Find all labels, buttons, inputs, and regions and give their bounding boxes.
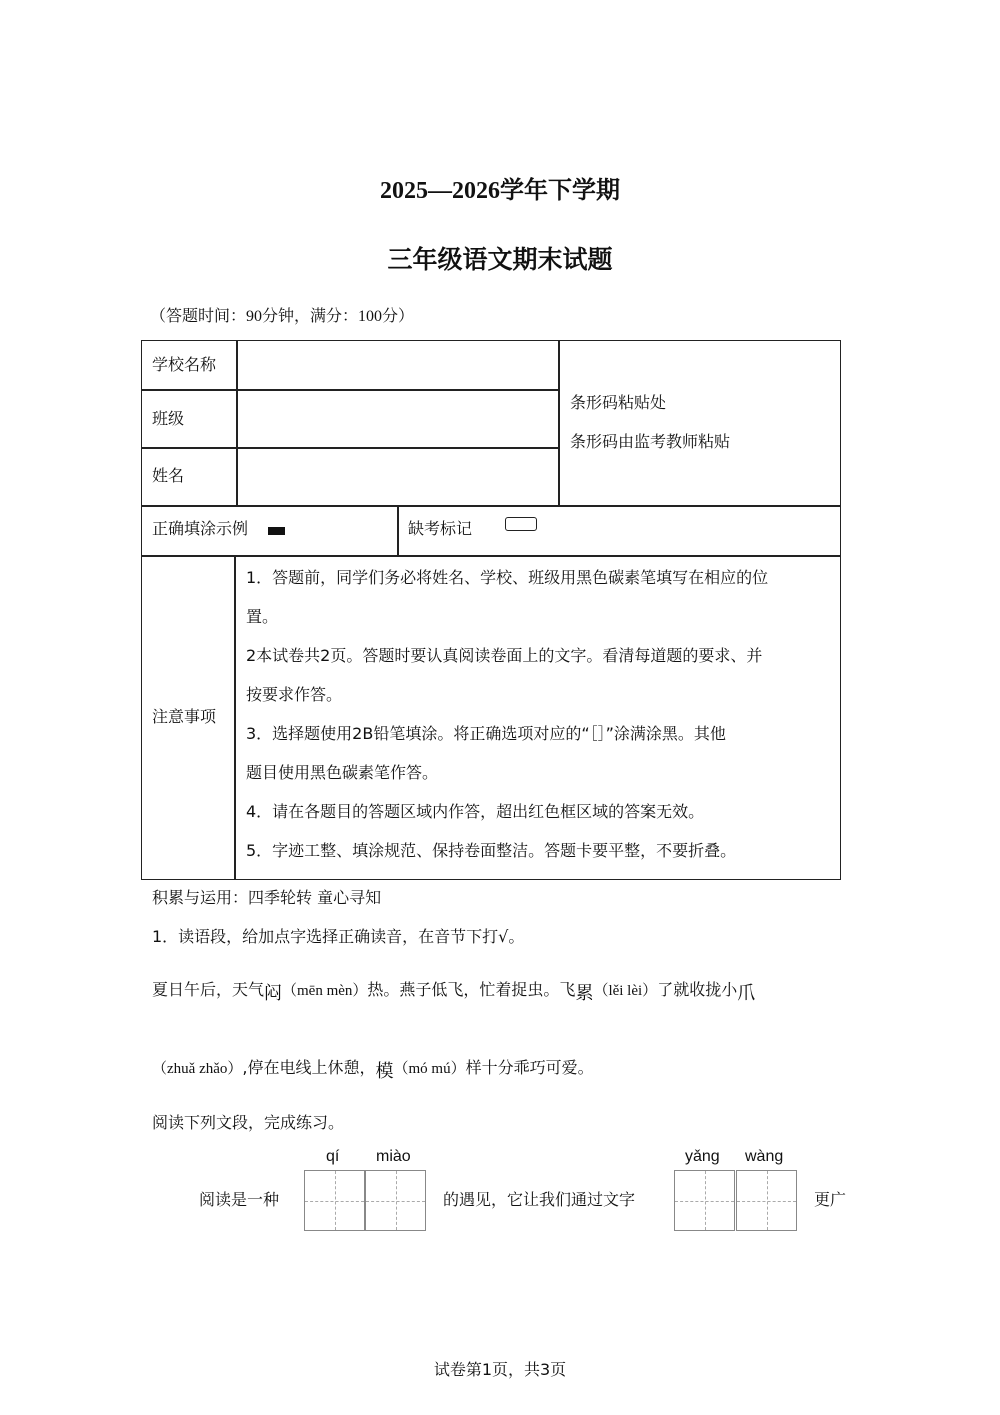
passage-text: ,停在电线上休憩， (242, 1058, 376, 1077)
passage-text: 热。燕子低飞，忙着捉虫。飞 (367, 980, 576, 999)
passage-text: 夏日午后，天气 (152, 980, 265, 999)
pinyin-options[interactable]: （mēn mèn） (282, 983, 368, 999)
notice-line: 按要求作答。 (246, 685, 343, 704)
class-field[interactable] (238, 392, 556, 446)
notice-line: 置。 (246, 607, 279, 626)
pinyin-label: wàng (745, 1148, 784, 1165)
divider (397, 505, 399, 556)
passage-text: 了就收拢小 (657, 980, 738, 999)
notice-line: 2本试卷共2页。答题时要认真阅读卷面上的文字。看清每道题的要求、并 (246, 646, 763, 665)
tian-grid-box[interactable] (365, 1170, 426, 1231)
section-title: 积累与运用：四季轮转 童心寻知 (152, 888, 382, 907)
page-footer: 试卷第1页，共3页 (433, 1360, 567, 1379)
divider (141, 389, 559, 391)
pinyin-label: yǎng (685, 1148, 720, 1165)
school-label: 学校名称 (152, 355, 217, 374)
absent-label: 缺考标记 (408, 519, 473, 538)
divider (141, 447, 559, 449)
dotted-char: 闷 (264, 983, 283, 1004)
exam-title: 2025—2026学年下学期 (380, 178, 620, 204)
time-info: （答题时间：90分钟，满分：100分） (150, 308, 415, 325)
class-label: 班级 (152, 409, 185, 428)
reading-text: 阅读是一种 (199, 1190, 280, 1209)
notice-line: 4．请在各题目的答题区域内作答，超出红色框区域的答案无效。 (246, 802, 705, 821)
passage-text: 样十分乖巧可爱。 (465, 1058, 594, 1077)
dotted-char: 累 (575, 983, 594, 1004)
barcode-note: 条形码由监考教师粘贴 (570, 432, 731, 451)
question-1-passage-line1 (152, 975, 756, 1004)
notice-line: 3．选择题使用2B铅笔填涂。将正确选项对应的“［］”涂满涂黑。其他 (246, 724, 726, 743)
divider (141, 555, 841, 557)
divider (234, 555, 236, 880)
reading-text: 更广 (814, 1190, 847, 1209)
pinyin-label: miào (376, 1148, 411, 1165)
divider (558, 340, 560, 506)
question-1-prompt: 1．读语段，给加点字选择正确读音，在音节下打√。 (152, 927, 525, 946)
notice-line: 1．答题前，同学们务必将姓名、学校、班级用黑色碳素笔填写在相应的位 (246, 568, 769, 587)
pinyin-options[interactable]: （mó mú） (393, 1061, 466, 1077)
fill-example-label: 正确填涂示例 (152, 519, 249, 538)
tian-grid-box[interactable] (674, 1170, 735, 1231)
notice-label: 注意事项 (152, 707, 217, 726)
absent-mark-box[interactable] (505, 517, 537, 531)
pinyin-options[interactable]: （zhuǎ zhǎo） (152, 1061, 243, 1077)
question-2-prompt: 阅读下列文段，完成练习。 (152, 1113, 345, 1132)
notice-line: 题目使用黑色碳素笔作答。 (246, 763, 439, 782)
dotted-char: 模 (375, 1061, 394, 1082)
name-label: 姓名 (152, 466, 185, 485)
tian-grid-box[interactable] (736, 1170, 797, 1231)
school-field[interactable] (238, 342, 556, 388)
question-1-passage-line2 (152, 1053, 594, 1082)
pinyin-label: qí (326, 1148, 340, 1165)
name-field[interactable] (238, 450, 556, 504)
divider (141, 505, 841, 507)
pinyin-options[interactable]: （lěi lèi） (593, 983, 658, 999)
dotted-char: 爪 (737, 983, 756, 1004)
tian-grid-box[interactable] (304, 1170, 365, 1231)
barcode-label: 条形码粘贴处 (570, 393, 667, 412)
filled-mark-example (268, 527, 285, 535)
reading-text: 的遇见，它让我们通过文字 (443, 1190, 636, 1209)
exam-subtitle: 三年级语文期末试题 (387, 245, 613, 274)
notice-line: 5．字迹工整、填涂规范、保持卷面整洁。答题卡要平整，不要折叠。 (246, 841, 737, 860)
